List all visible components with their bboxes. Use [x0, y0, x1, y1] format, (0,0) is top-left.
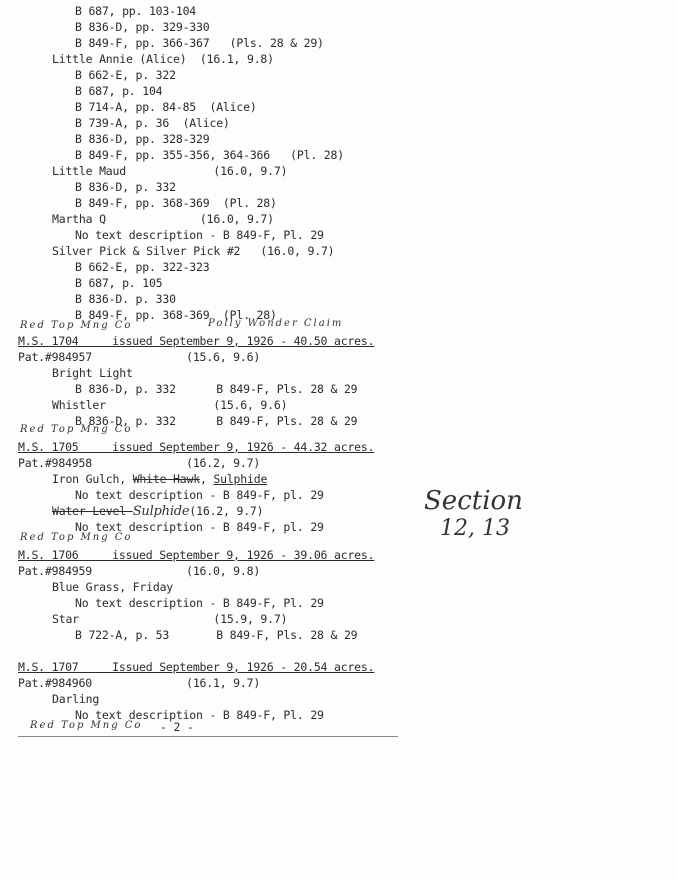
- claim-name-line: Blue Grass, Friday: [52, 580, 174, 594]
- patent-line: Pat.#984959 (16.0, 9.8): [18, 564, 261, 578]
- patent-line: Pat.#984957 (15.6, 9.6): [18, 350, 261, 364]
- mineral-survey-line: M.S. 1707 Issued September 9, 1926 - 20.54 acres.: [18, 660, 375, 674]
- handwritten-note: 12, 13: [440, 516, 510, 541]
- claim-name-line: [52, 472, 267, 487]
- page-number: - 2 -: [160, 720, 194, 734]
- text-line: B 714-A, pp. 84-85 (Alice): [75, 100, 257, 114]
- claim-name-line: Whistler (15.6, 9.6): [52, 398, 288, 412]
- text-line: B 849-F, pp. 355-356, 364-366 (Pl. 28): [75, 148, 344, 162]
- text-line: B 687, p. 105: [75, 276, 163, 290]
- text-line: No text description - B 849-F, Pl. 29: [75, 708, 324, 722]
- handwritten-note: Red Top Mng Co: [20, 320, 133, 331]
- claim-name-line: Bright Light: [52, 366, 133, 380]
- text-line: B 722-A, p. 53 B 849-F, Pls. 28 & 29: [75, 628, 358, 642]
- handwritten-insert: Sulphide: [132, 504, 190, 519]
- text-line: B 849-F, pp. 366-367 (Pls. 28 & 29): [75, 36, 324, 50]
- handwritten-note: Red Top Mng Co: [30, 720, 143, 731]
- text-line: B 662-E, p. 322: [75, 68, 176, 82]
- claim-name-line: [52, 504, 263, 519]
- claim-text: (16.2, 9.7): [189, 504, 264, 518]
- text-line: No text description - B 849-F, pl. 29: [75, 488, 324, 502]
- claim-name-line: Silver Pick & Silver Pick #2 (16.0, 9.7): [52, 244, 335, 258]
- text-line: B 836-D, p. 332 B 849-F, Pls. 28 & 29: [75, 382, 358, 396]
- text-line: B 687, p. 104: [75, 84, 163, 98]
- text-line: B 836-D, pp. 328-329: [75, 132, 210, 146]
- claim-name-line: Martha Q (16.0, 9.7): [52, 212, 274, 226]
- handwritten-note: Section: [424, 486, 523, 516]
- handwritten-note: Polly Wonder Claim: [208, 318, 344, 329]
- claim-text: Iron Gulch,: [52, 472, 133, 486]
- mineral-survey-line: M.S. 1705 issued September 9, 1926 - 44.32 acres.: [18, 440, 375, 454]
- text-line: No text description - B 849-F, pl. 29: [75, 520, 324, 534]
- text-line: B 687, pp. 103-104: [75, 4, 197, 18]
- text-line: B 662-E, pp. 322-323: [75, 260, 210, 274]
- text-line: No text description - B 849-F, Pl. 29: [75, 228, 324, 242]
- footer-rule: [18, 736, 398, 737]
- struck-claim-text: Water Level: [52, 504, 133, 518]
- mineral-survey-line: M.S. 1706 issued September 9, 1926 - 39.06 acres.: [18, 548, 375, 562]
- text-line: No text description - B 849-F, Pl. 29: [75, 596, 324, 610]
- text-line: B 836-D, p. 332 B 849-F, Pls. 28 & 29: [75, 414, 358, 428]
- claim-text: Sulphide: [213, 472, 268, 486]
- patent-line: Pat.#984958 (16.2, 9.7): [18, 456, 261, 470]
- claim-name-line: Star (15.9, 9.7): [52, 612, 288, 626]
- struck-claim-text: White Hawk: [132, 472, 200, 486]
- claim-name-line: Darling: [52, 692, 100, 706]
- text-line: B 849-F, pp. 368-369 (Pl. 28): [75, 308, 277, 322]
- text-line: B 836-D, p. 332: [75, 180, 176, 194]
- handwritten-note: Red Top Mng Co: [20, 424, 133, 435]
- handwritten-note: Red Top Mng Co: [20, 532, 133, 543]
- claim-name-line: Little Annie (Alice) (16.1, 9.8): [52, 52, 274, 66]
- patent-line: Pat.#984960 (16.1, 9.7): [18, 676, 261, 690]
- text-line: B 836-D. p. 330: [75, 292, 176, 306]
- text-line: B 849-F, pp. 368-369 (Pl. 28): [75, 196, 277, 210]
- mineral-survey-line: M.S. 1704 issued September 9, 1926 - 40.50 acres.: [18, 334, 375, 348]
- claim-text: ,: [199, 472, 214, 486]
- claim-name-line: Little Maud (16.0, 9.7): [52, 164, 288, 178]
- text-line: B 836-D, pp. 329-330: [75, 20, 210, 34]
- text-line: B 739-A, p. 36 (Alice): [75, 116, 230, 130]
